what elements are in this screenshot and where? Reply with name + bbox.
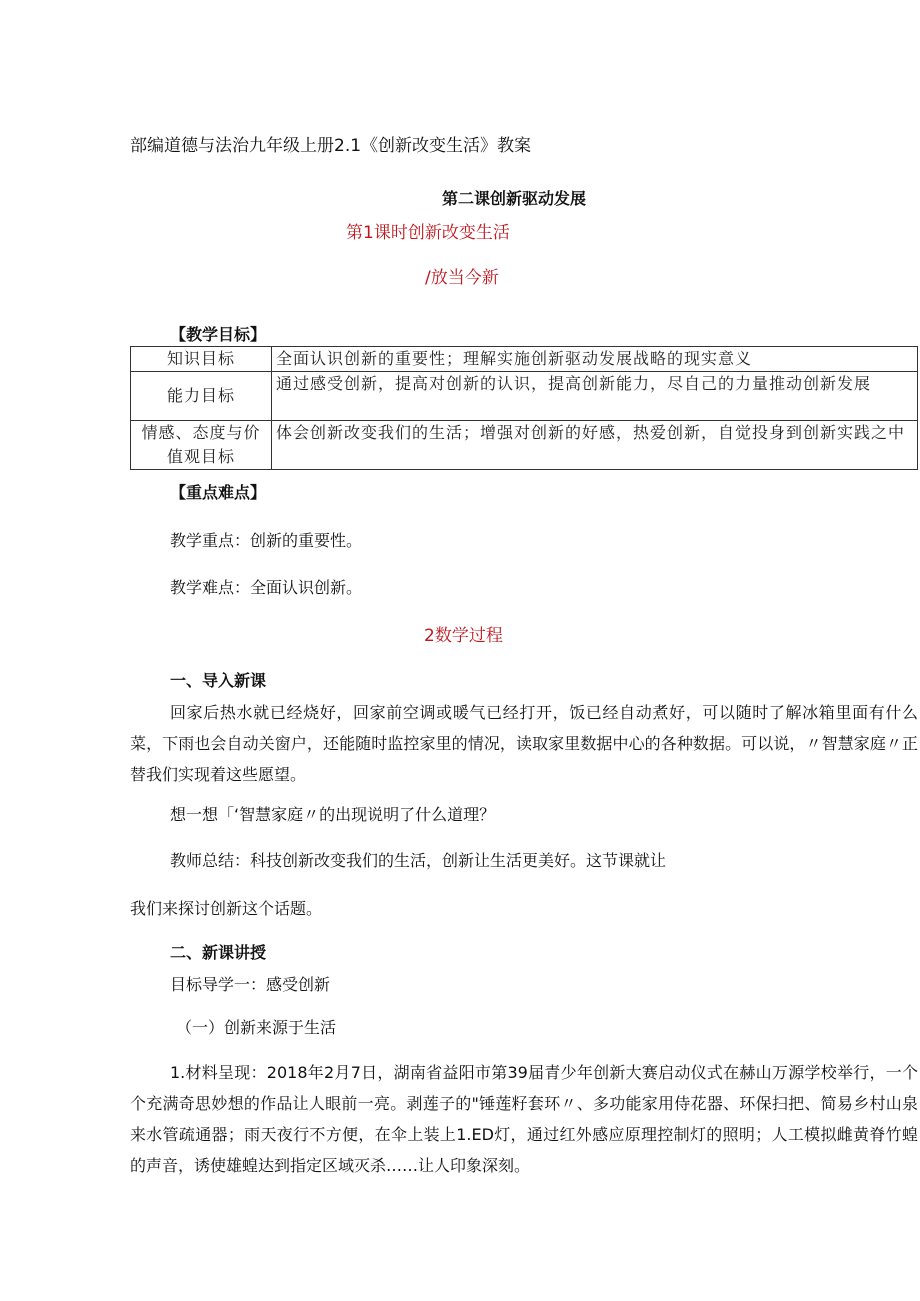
goal-label: 情感、态度与价值观目标 (131, 421, 272, 470)
process-heading: 2数学过程 (424, 626, 503, 646)
subsection-1: （一）创新来源于生活 (176, 1018, 337, 1037)
goals-table (130, 346, 918, 470)
material-paragraph: 1.材料呈现：2018年2月7日，湖南省益阳市第39届青少年创新大赛启动仪式在赫山万源学校举行，一个个充满奇思妙想的作品让人眼前一亮。剥莲子的"锤莲籽套环〃、多功能家用侍花器、环保扫把、简易乡村山泉来水管疏通器；雨天夜行不方便，在伞上装上1.ED灯，通过红外感应原理控制灯的照明；人工模拟雌黄脊竹蝗的声音，诱使雄蝗达到指定区域灭杀……让人印象深刻。 (130, 1063, 918, 1175)
section-heading-intro: 一、导入新课 (170, 671, 267, 690)
think-line: 想一想「‘智慧家庭〃的出现说明了什么道理？ (170, 805, 496, 824)
goal-label: 能力目标 (131, 372, 272, 421)
lesson-subtitle: /放当今新 (425, 268, 499, 288)
lesson-title: 第二课创新驱动发展 (442, 189, 587, 208)
difficult-point: 教学难点：全面认识创新。 (170, 578, 363, 597)
goal-content: 全面认识创新的重要性；理解实施创新驱动发展战略的现实意义 (272, 347, 918, 372)
table-row (131, 372, 918, 421)
section-heading-new-lesson: 二、新课讲授 (170, 943, 267, 962)
goal-guide-1: 目标导学一：感受创新 (170, 975, 331, 994)
goal-content: 体会创新改变我们的生活；增强对创新的好感，热爱创新，自觉投身到创新实践之中 (272, 421, 918, 470)
teacher-summary-line-2: 我们来探讨创新这个话题。 (130, 899, 323, 918)
table-row (131, 421, 918, 470)
teacher-summary-line-1: 教师总结：科技创新改变我们的生活，创新让生活更美好。这节课就让 (170, 851, 667, 870)
table-row (131, 347, 918, 372)
goals-heading: 【教学目标】 (170, 325, 267, 344)
intro-paragraph: 回家后热水就已经烧好，回家前空调或暖气已经打开，饭已经自动煮好，可以随时了解冰箱里面有什么菜，下雨也会自动关窗户，还能随时监控家里的情况，读取家里数据中心的各种数据。可以说，〃智慧家庭〃正替我们实现着这些愿望。 (130, 703, 918, 784)
key-points-heading: 【重点难点】 (170, 483, 267, 502)
goal-content: 通过感受创新，提高对创新的认识，提高创新能力，尽自己的力量推动创新发展 (272, 372, 918, 421)
key-point: 教学重点：创新的重要性。 (170, 531, 363, 550)
goal-label: 知识目标 (131, 347, 272, 372)
document-title: 部编道德与法治九年级上册2.1《创新改变生活》教案 (130, 136, 532, 156)
period-title: 第1课时创新改变生活 (346, 223, 510, 243)
